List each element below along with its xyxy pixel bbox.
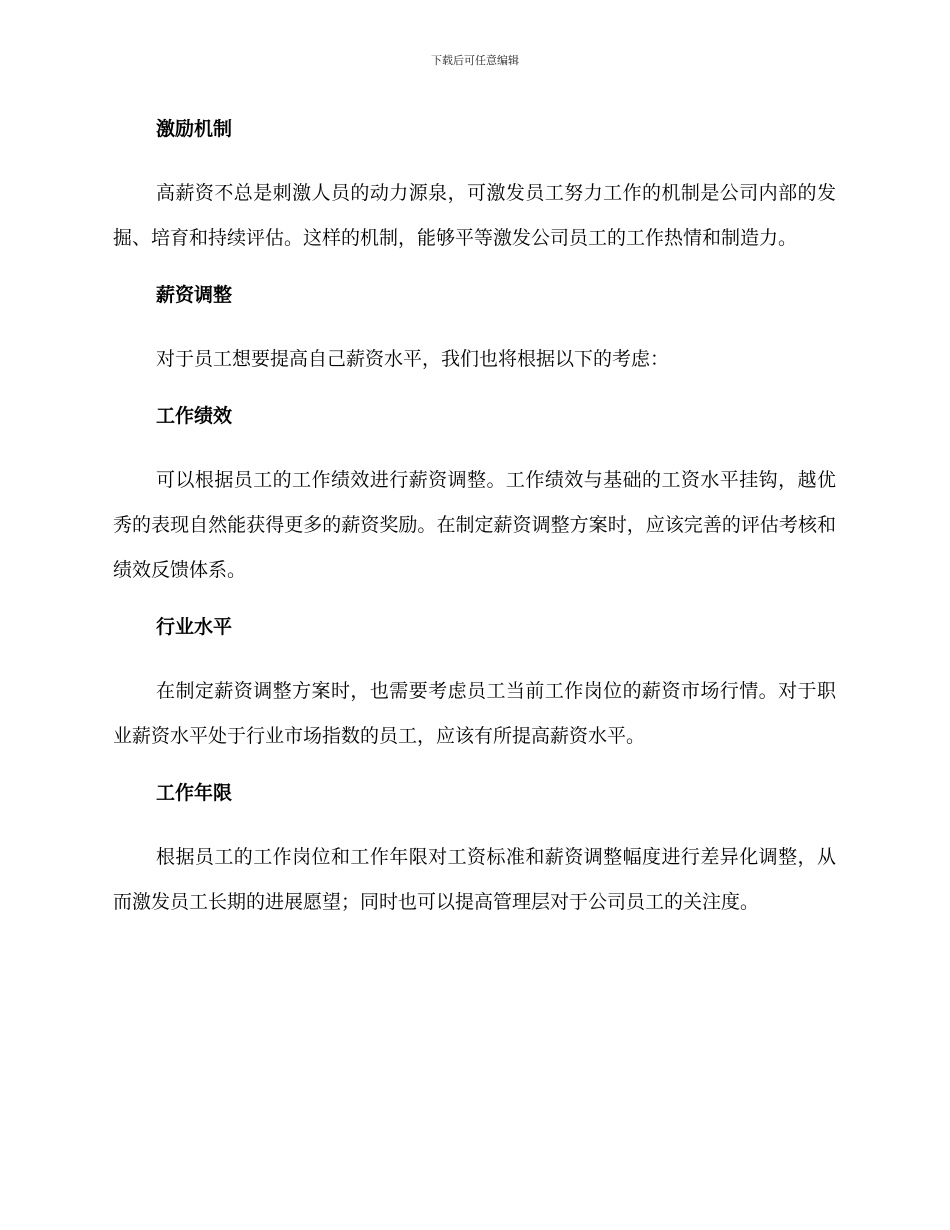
section-paragraph-performance: 可以根据员工的工作绩效进行薪资调整。工作绩效与基础的工资水平挂钩，越优秀的表现自然能获得更多的薪资奖励。在制定薪资调整方案时，应该完善的评估考核和绩效反馈体系。	[113, 469, 836, 581]
document-body	[113, 113, 836, 925]
section-paragraph-industry-level: 在制定薪资调整方案时，也需要考虑员工当前工作岗位的薪资市场行情。对于职业薪资水平处于行业市场指数的员工，应该有所提高薪资水平。	[113, 680, 836, 747]
spacer	[113, 593, 836, 611]
spacer	[113, 759, 836, 777]
spacer	[113, 432, 836, 458]
spacer	[113, 809, 836, 835]
spacer	[113, 382, 836, 400]
spacer	[113, 643, 836, 669]
section-heading-salary-adjustment: 薪资调整	[156, 284, 233, 306]
section-heading-performance: 工作绩效	[156, 405, 233, 427]
section-heading-incentive: 激励机制	[156, 118, 233, 140]
section-heading-work-years: 工作年限	[156, 782, 233, 804]
spacer	[113, 261, 836, 279]
section-paragraph-work-years: 根据员工的工作岗位和工作年限对工资标准和薪资调整幅度进行差异化调整，从而激发员工长期的进展愿望；同时也可以提高管理层对于公司员工的关注度。	[113, 846, 836, 913]
section-paragraph-incentive: 高薪资不总是刺激人员的动力源泉，可激发员工努力工作的机制是公司内部的发掘、培育和持续评估。这样的机制，能够平等激发公司员工的工作热情和制造力。	[113, 182, 836, 249]
page-header-note: 下载后可任意编辑	[431, 54, 519, 67]
spacer	[113, 145, 836, 171]
section-heading-industry-level: 行业水平	[156, 616, 233, 638]
spacer	[113, 311, 836, 337]
section-paragraph-salary-adjustment: 对于员工想要提高自己薪资水平，我们也将根据以下的考虑：	[156, 348, 670, 370]
